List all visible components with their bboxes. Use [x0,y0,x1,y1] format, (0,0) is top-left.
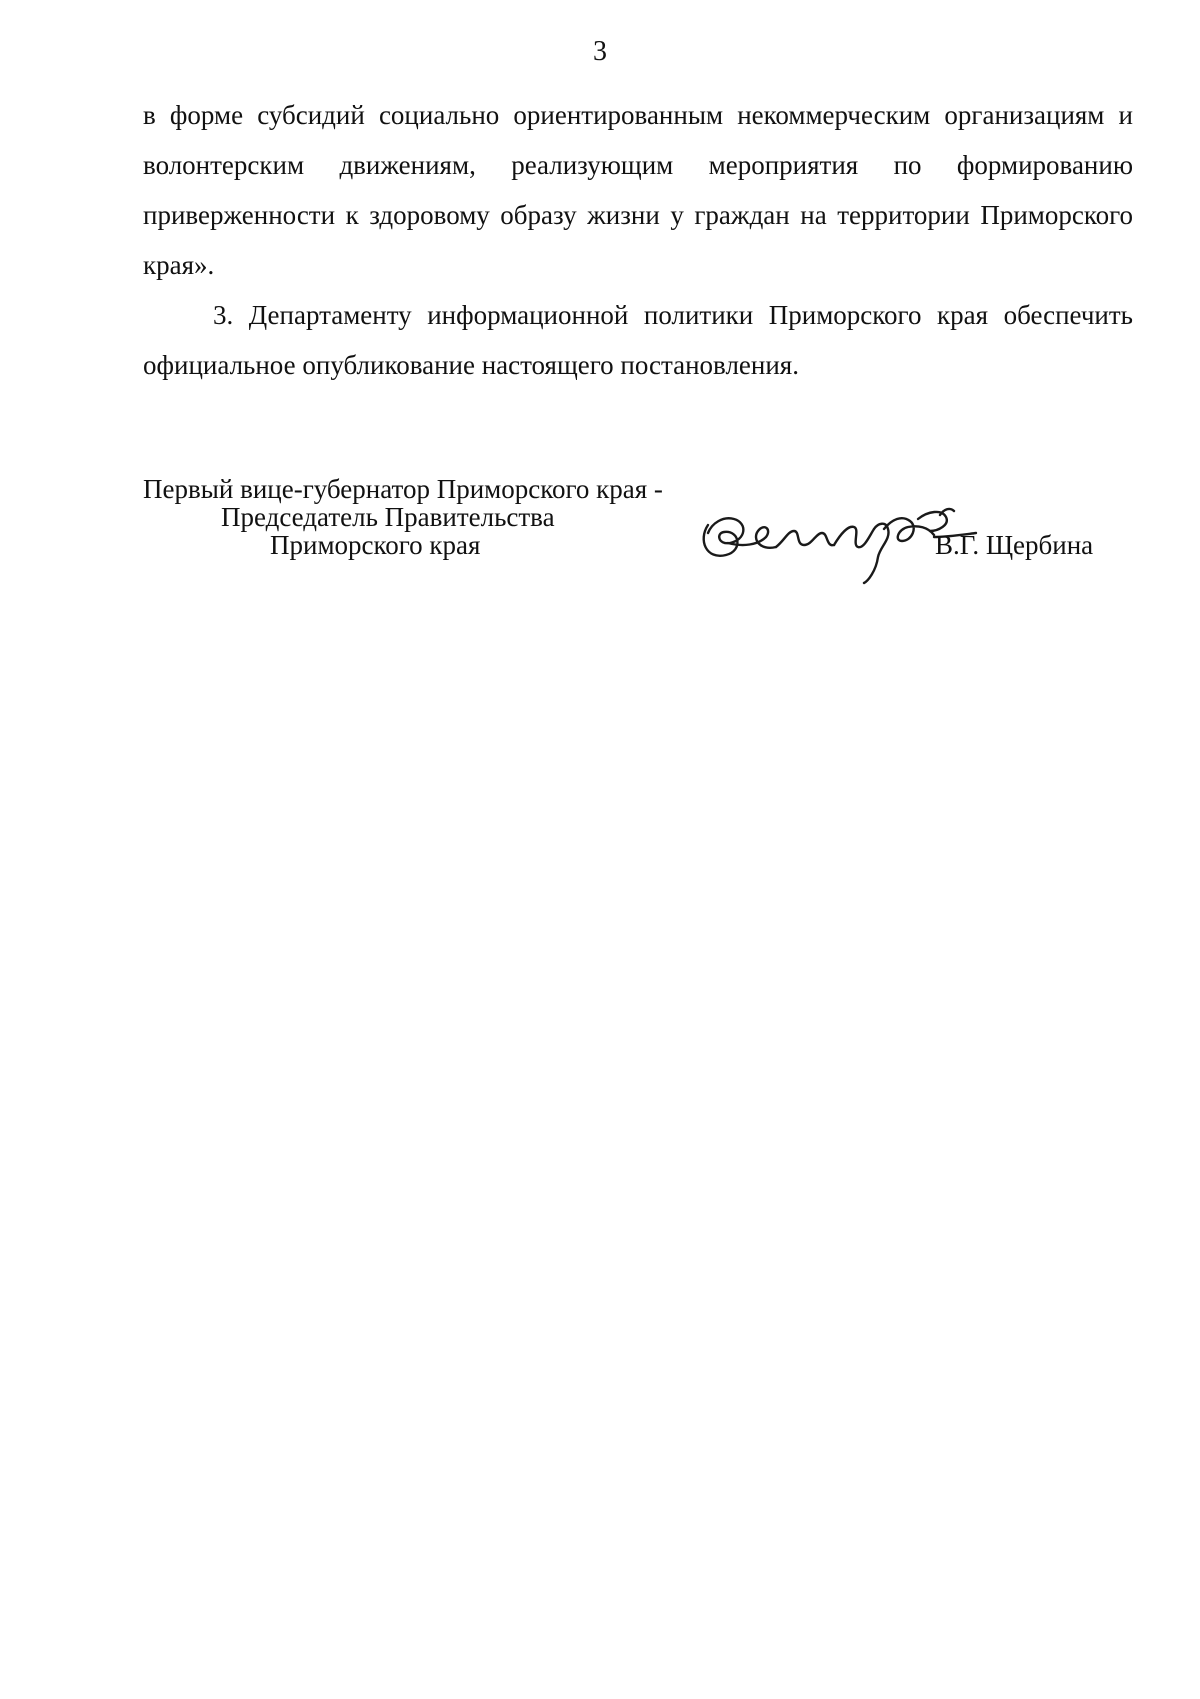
signatory-position-line-1: Первый вице-губернатор Приморского края - [143,474,663,504]
signatory-name: В.Г. Щербина [935,530,1094,560]
page-number: 3 [593,36,607,67]
paragraph-item-3: 3. Департаменту информационной политики Приморского края обеспечить официальное опубликование настоящего постановления. [143,300,1133,380]
document-body [143,90,1133,390]
paragraph-continuation: в форме субсидий социально ориентированным некоммерческим организациям и волонтерским движениям, реализующим мероприятия по формированию приверженности к здоровому образу жизни у граждан на территории Приморского края». [143,100,1133,280]
signature-block [143,475,1133,595]
signatory-position-line-3: Приморского края [270,530,481,560]
signatory-position-line-2: Председатель Правительства [221,502,555,532]
